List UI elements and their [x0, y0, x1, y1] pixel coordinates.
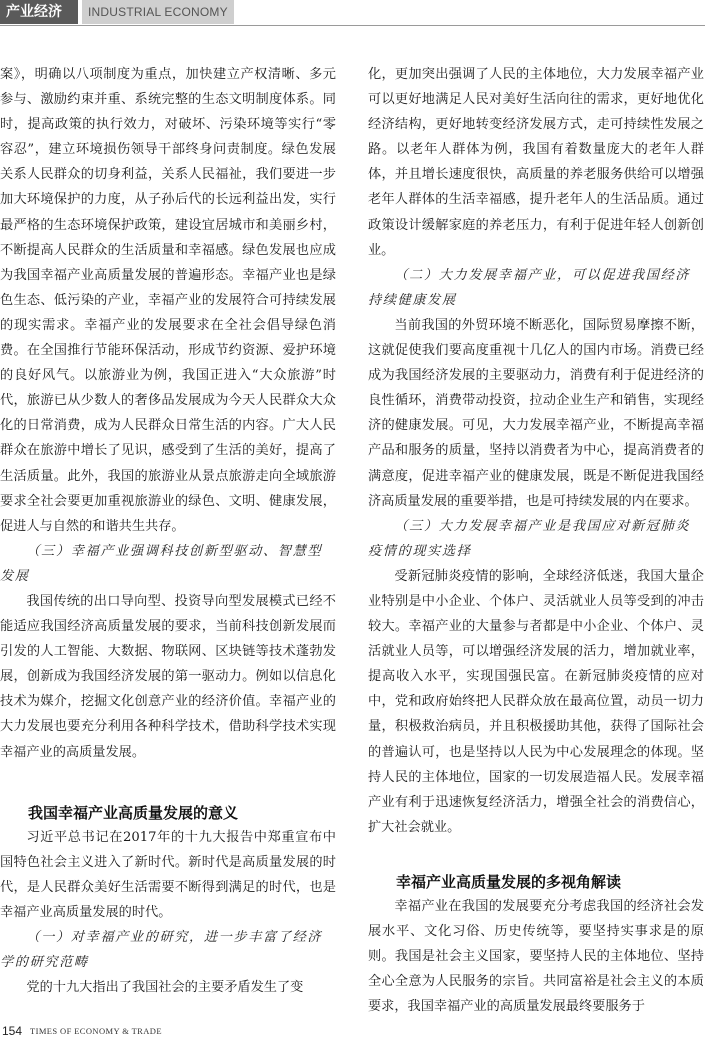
body-paragraph: 党的十九大指出了我国社会的主要矛盾发生了变 [26, 980, 304, 996]
body-paragraph: 案》，明确以八项制度为重点，加快建立产权清晰、多元参与、激励约束并重、系统完整的生态文明制度体系。同时，提高政策的执行效力，对破坏、污染环境等实行“零容忍”，建立环境损伤领导干部终身问责制度。绿色发展关系人民群众的切身利益，关系人民福祉，我们要进一步加大环境保护的力度，从子孙后代的长远利益出发，实行最严格的生态环境保护政策，建设宜居城市和美丽乡村，不断提高人民群众的生活质量和幸福感。绿色发展也应成为我国幸福产业高质量发展的普遍形态。幸福产业也是绿色生态、低污染的产业，幸福产业的发展符合可持续发展的现实需求。幸福产业的发展要求在全社会倡导绿色消费。在全国推行节能环保活动，形成节约资源、爱护环境的良好风气。以旅游业为例，我国正进入“大众旅游”时代，旅游已从少数人的奢侈品发展成为今天人民群众大众化的日常消费，成为人民群众日常生活的内容。广大人民群众在旅游中增长了见识，感受到了生活的美好，提高了生活质量。此外，我国的旅游业从景点旅游走向全域旅游要求全社会要更加重视旅游业的绿色、文明、健康发展，促进人与自然的和谐共生共存。 [0, 67, 336, 534]
section-gap [368, 840, 704, 870]
page-header [0, 0, 705, 26]
header-rule [0, 25, 705, 26]
right-column [368, 62, 704, 1019]
page-footer [0, 1020, 705, 1042]
subsection-heading: （三）大力发展幸福产业是我国应对新冠肺炎疫情的现实选择 [368, 518, 691, 559]
subsection-heading: （一）对幸福产业的研究，进一步丰富了经济学的研究范畴 [0, 930, 323, 971]
section-heading: 我国幸福产业高质量发展的意义 [28, 803, 239, 822]
subsection-heading: （三）幸福产业强调科技创新型驱动、智慧型发展 [0, 543, 323, 584]
subsection-heading: （二）大力发展幸福产业，可以促进我国经济持续健康发展 [368, 267, 691, 308]
body-paragraph: 幸福产业在我国的发展要充分考虑我国的经济社会发展水平、文化习俗、历史传统等，要坚持实事求是的原则。我国是社会主义国家，要坚持人民的主体地位、坚持全心全意为人民服务的宗旨。共同富裕是社会主义的本质要求，我国幸福产业的高质量发展最终要服务于 [368, 898, 704, 1015]
body-paragraph: 当前我国的外贸环境不断恶化，国际贸易摩擦不断，这就促使我们要高度重视十几亿人的国内市场。消费已经成为我国经济发展的主要驱动力，消费有利于促进经济的良性循环，消费带动投资，拉动企业生产和销售，实现经济的健康发展。可见，大力发展幸福产业，不断提高幸福产品和服务的质量，坚持以消费者为中心，提高消费者的满意度，促进幸福产业的健康发展，既是不断促进我国经济高质量发展的重要举措，也是可持续发展的内在要求。 [368, 317, 704, 509]
section-gap [0, 765, 336, 801]
section-label-en: INDUSTRIAL ECONOMY [82, 0, 234, 24]
body-paragraph: 我国传统的出口导向型、投资导向型发展模式已经不能适应我国经济高质量发展的要求，当前科技创新发展而引发的人工智能、大数据、物联网、区块链等技术蓬勃发展，创新成为我国经济发展的第一驱动力。例如以信息化技术为媒介，挖掘文化创意产业的经济价值。幸福产业的大力发展也要充分利用各种科学技术，借助科学技术实现幸福产业的高质量发展。 [0, 593, 336, 760]
page-number: 154 [2, 1024, 23, 1038]
left-column [0, 62, 336, 1000]
section-label-cn: 产业经济 [0, 0, 78, 24]
body-paragraph: 受新冠肺炎疫情的影响，全球经济低迷，我国大量企业特别是中小企业、个体户、灵活就业人员等受到的冲击较大。幸福产业的大量参与者都是中小企业、个体户、灵活就业人员等，可以增强经济发展的活力，增加就业率，提高收入水平，实现国强民富。在新冠肺炎疫情的应对中，党和政府始终把人民群众放在最高位置，动员一切力量，积极救治病员，并且积极援助其他，获得了国际社会的普遍认可，也是坚持以人民为中心发展理念的体现。坚持人民的主体地位，国家的一切发展造福人民。发展幸福产业有利于迅速恢复经济活力，增强全社会的消费信心，扩大社会就业。 [368, 568, 704, 835]
section-heading: 幸福产业高质量发展的多视角解读 [396, 872, 622, 891]
body-paragraph: 化，更加突出强调了人民的主体地位，大力发展幸福产业可以更好地满足人民对美好生活向往的需求，更好地优化经济结构，更好地转变经济发展方式，走可持续性发展之路。以老年人群体为例，我国有着数量庞大的老年人群体，并且增长速度很快，高质量的养老服务供给可以增强老年人群体的生活幸福感，提升老年人的生活品质。通过政策设计缓解家庭的养老压力，有利于促进年轻人创新创业。 [368, 67, 704, 258]
body-paragraph: 习近平总书记在2017年的十九大报告中郑重宣布中国特色社会主义进入了新时代。新时代是高质量发展的时代，是人民群众美好生活需要不断得到满足的时代，也是幸福产业高质量发展的时代。 [0, 829, 336, 920]
journal-name: TIMES OF ECONOMY & TRADE [30, 1026, 162, 1036]
